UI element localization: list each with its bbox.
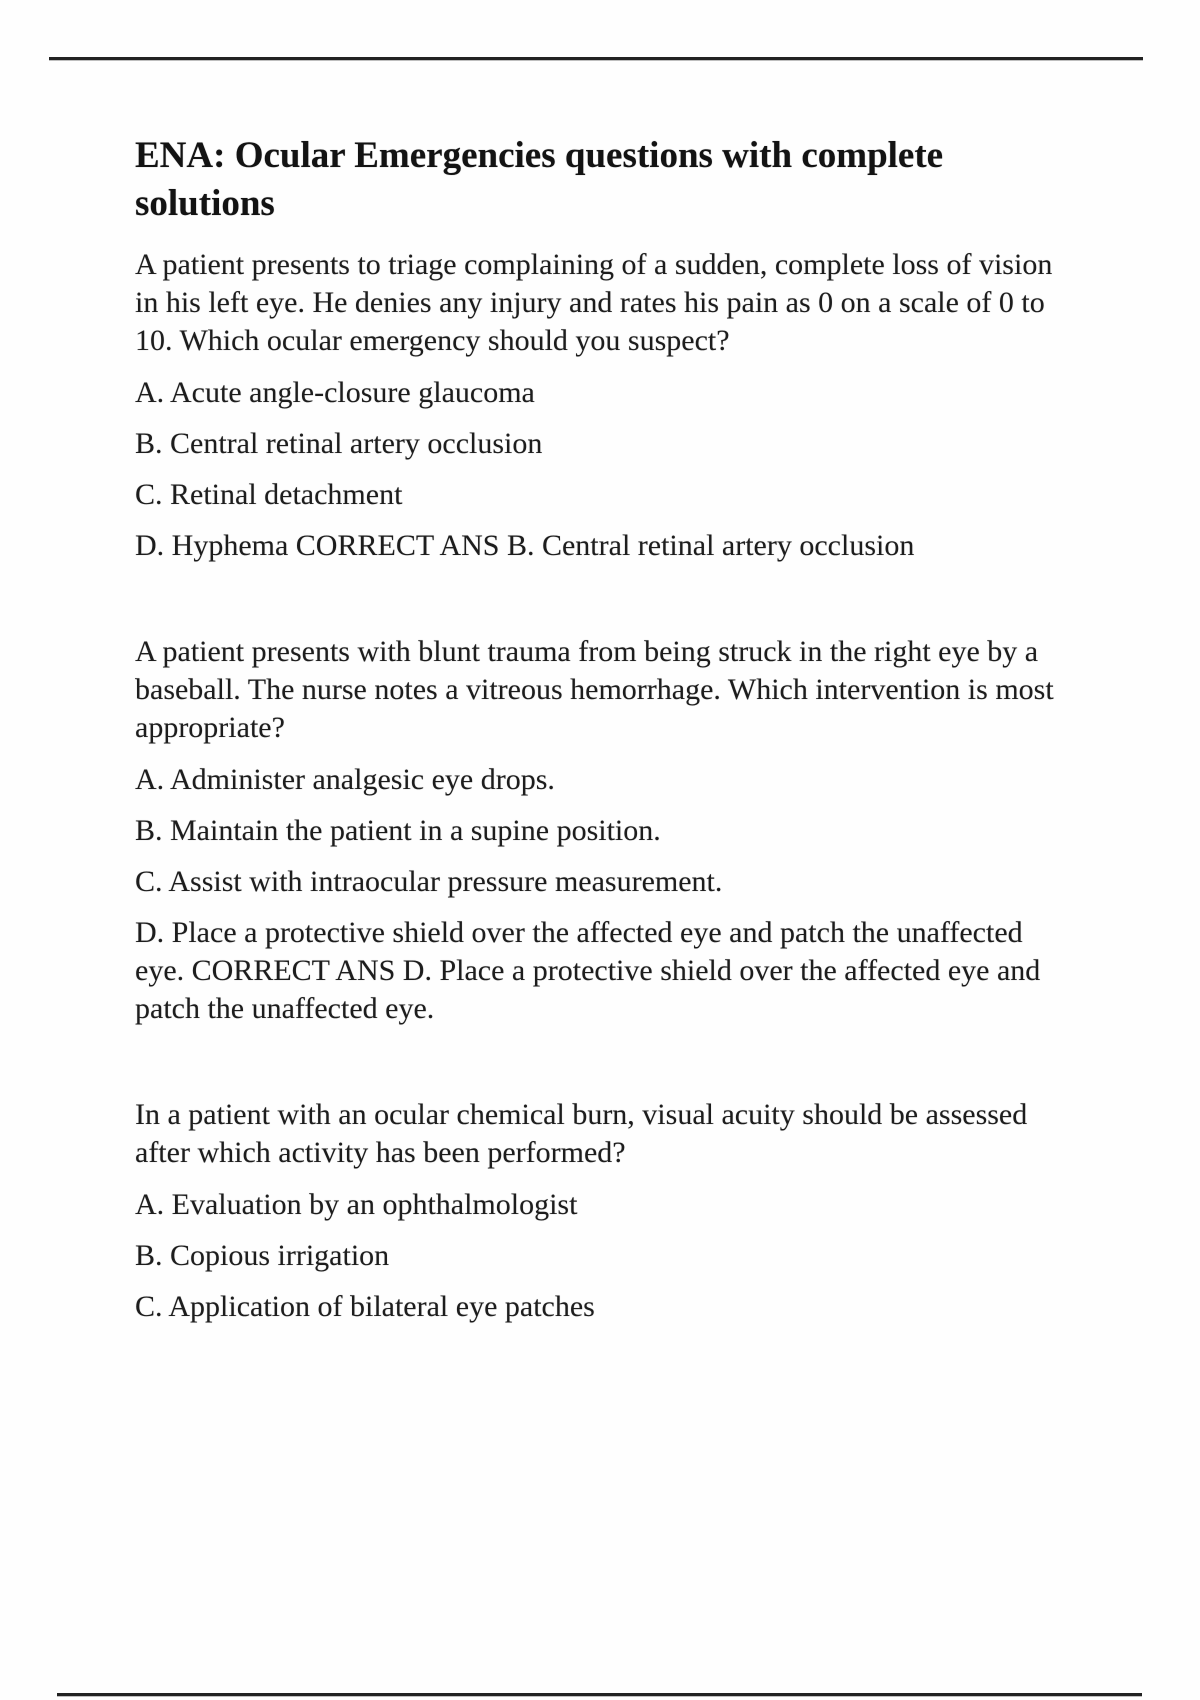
question-2-prompt: A patient presents with blunt trauma from being struck in the right eye by a baseball. The nurse notes a vitreous hemorrhage. Which intervention is most appropriate? [135, 635, 1054, 744]
question-block-2 [135, 633, 1073, 1028]
question-1-option-b: B. Central retinal artery occlusion [135, 427, 543, 460]
question-1-option-a: A. Acute angle-closure glaucoma [135, 376, 535, 409]
question-3-option-b: B. Copious irrigation [135, 1239, 390, 1272]
question-2-option-a: A. Administer analgesic eye drops. [135, 763, 555, 796]
document-content [135, 132, 1073, 1326]
question-3-option-c: C. Application of bilateral eye patches [135, 1290, 595, 1323]
question-block-3 [135, 1096, 1073, 1326]
question-2-option-b: B. Maintain the patient in a supine position. [135, 814, 661, 847]
question-1-option-c: C. Retinal detachment [135, 478, 403, 511]
question-2-option-d-with-answer: D. Place a protective shield over the affected eye and patch the unaffected eye. CORRECT ANS D. Place a protective shield over the affected eye and patch the unaffected eye. [135, 916, 1041, 1025]
question-3-prompt: In a patient with an ocular chemical burn, visual acuity should be assessed after which activity has been performed? [135, 1098, 1028, 1169]
page-title: ENA: Ocular Emergencies questions with complete solutions [135, 135, 944, 224]
question-3-option-a: A. Evaluation by an ophthalmologist [135, 1188, 578, 1221]
bottom-horizontal-rule [57, 1693, 1142, 1696]
question-1-prompt: A patient presents to triage complaining of a sudden, complete loss of vision in his left eye. He denies any injury and rates his pain as 0 on a scale of 0 to 10. Which ocular emergency should you suspect? [135, 248, 1053, 357]
top-horizontal-rule [49, 57, 1143, 60]
question-1-option-d-with-answer: D. Hyphema CORRECT ANS B. Central retinal artery occlusion [135, 529, 915, 562]
question-block-1 [135, 246, 1073, 565]
question-2-option-c: C. Assist with intraocular pressure measurement. [135, 865, 723, 898]
